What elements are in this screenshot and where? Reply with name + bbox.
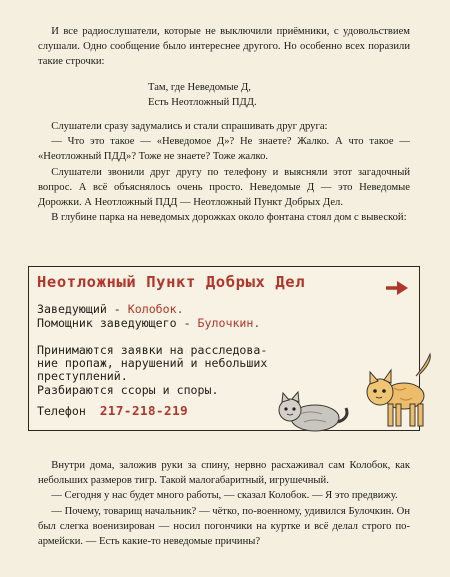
orange-cat-icon (367, 354, 430, 426)
sign-phone-label: Телефон (37, 404, 86, 418)
paragraph: Слушатели сразу задумались и стали спрашивать друг друга: (51, 121, 328, 132)
paragraph: — Что это такое — «Неведомое Д»? Не знаете? Жалко. А что такое — «Неотложный ПДД»? Тоже не знаете? Тоже жалко. (38, 136, 410, 163)
sign-line: преступлений. (37, 369, 128, 383)
cats-illustration-icon (270, 352, 440, 442)
sign-line: Разбираются ссоры и споры. (37, 383, 219, 397)
arrow-right-icon (385, 280, 409, 296)
paragraph: Слушатели звонили друг другу по телефону и выясняли этот загадочный вопрос. А всё объяснялось очень просто. Неведомые Д — это Неведомые Дорожки. А Неотложный ПДД — Неотложный Пункт Добрых Дел. (38, 166, 410, 209)
paragraph: Внутри дома, заложив руки за спину, нервно расхаживал сам Колобок, как небольших размеров тигр. Такой малогабаритный, игрушечный. (38, 460, 410, 487)
poem (148, 80, 257, 110)
paragraph-block-top (38, 24, 410, 70)
poem-line: Есть Неотложный ПДД. (148, 97, 257, 109)
paragraph: В глубине парка на неведомых дорожках около фонтана стоял дом с вывеской: (51, 212, 407, 224)
grey-cat-icon (279, 392, 347, 431)
sign-phone-line (37, 404, 188, 418)
paragraph: И все радиослушатели, которые не выключили приёмники, с удовольствием слушали. Одно сообщение было интереснее другого. Но особенно всех поразили такие строчки: (38, 26, 410, 68)
sign-title: Неотложный Пункт Добрых Дел (37, 273, 306, 291)
paragraph: — Сегодня у нас будет много работы, — сказал Колобок. — Я это предвижу. (51, 490, 398, 502)
sign-manager-name: Колобок. (127, 302, 184, 316)
sign-line: ние пропаж, нарушений и небольших (37, 356, 268, 370)
paragraph-block-middle (38, 119, 410, 225)
sign-assistant-name: Булочкин. (197, 316, 261, 330)
sign-line: Принимаются заявки на расследова- (37, 343, 268, 357)
sign-assistant-label: Помощник заведующего - (37, 316, 198, 330)
sign-phone-number: 217-218-219 (99, 403, 189, 418)
sign-assistant-line (37, 317, 260, 330)
paragraph: — Почему, товарищ начальник? — чётко, по-военному, удивился Булочкин. Он был слегка военизирован — носил погончики на куртке и всё делал строго по-армейски. — Есть какие-то неведомые причины? (38, 505, 410, 548)
poem-line: Там, где Неведомые Д, (148, 82, 251, 93)
paragraph-block-bottom (38, 458, 410, 549)
sign-manager-line (37, 303, 184, 316)
sign-manager-label: Заведующий - (37, 302, 128, 316)
